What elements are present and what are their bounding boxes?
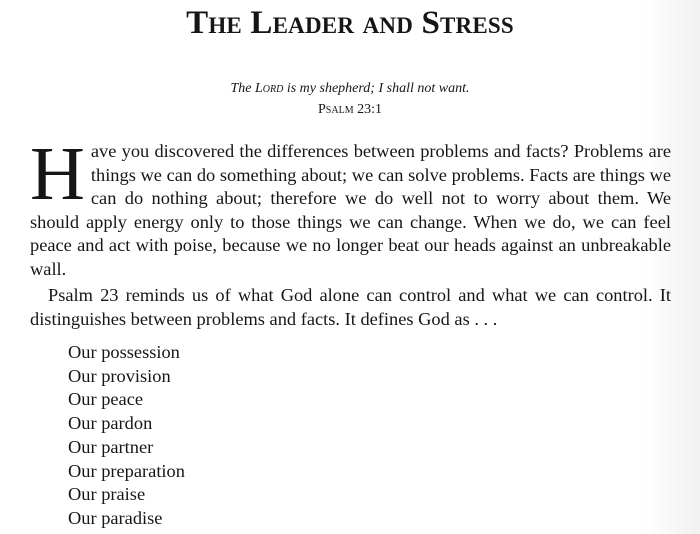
list-item: Our pardon (68, 413, 153, 434)
list-item: Our provision (68, 365, 171, 386)
list-item: Our paradise (68, 507, 163, 528)
epigraph-citation: Psalm 23:1 (318, 102, 382, 117)
list-item: Our preparation (68, 460, 185, 481)
list-item: Our partner (68, 436, 154, 457)
attributes-list (68, 341, 185, 531)
epigraph-lord: Lord (255, 81, 284, 96)
paragraph-1-text: ave you discovered the differences between problems and facts? Problems are things we can do something about; we can solve problems. Facts are things we can do nothing about; therefore we do well not to worry about them. We should apply energy only to those things we can change. When we do, we can feel peace and act with poise, because we no longer beat our heads against an unbreakable wall. (30, 141, 671, 279)
paragraph-1 (30, 132, 671, 281)
epigraph-text-end: is my shepherd; I shall not want. (283, 81, 470, 96)
body-text (30, 132, 671, 331)
list-item: Our possession (68, 342, 180, 362)
epigraph-quote (0, 80, 700, 98)
drop-cap: H (30, 132, 85, 216)
list-item: Our peace (68, 389, 144, 410)
list-item: Our praise (68, 484, 146, 505)
paragraph-2: Psalm 23 reminds us of what God alone can control and what we can control. It distinguishes between problems and facts. It defines God as . . . (30, 285, 671, 329)
epigraph-text-start: The (230, 81, 255, 96)
chapter-title: The Leader and Stress (186, 5, 514, 41)
